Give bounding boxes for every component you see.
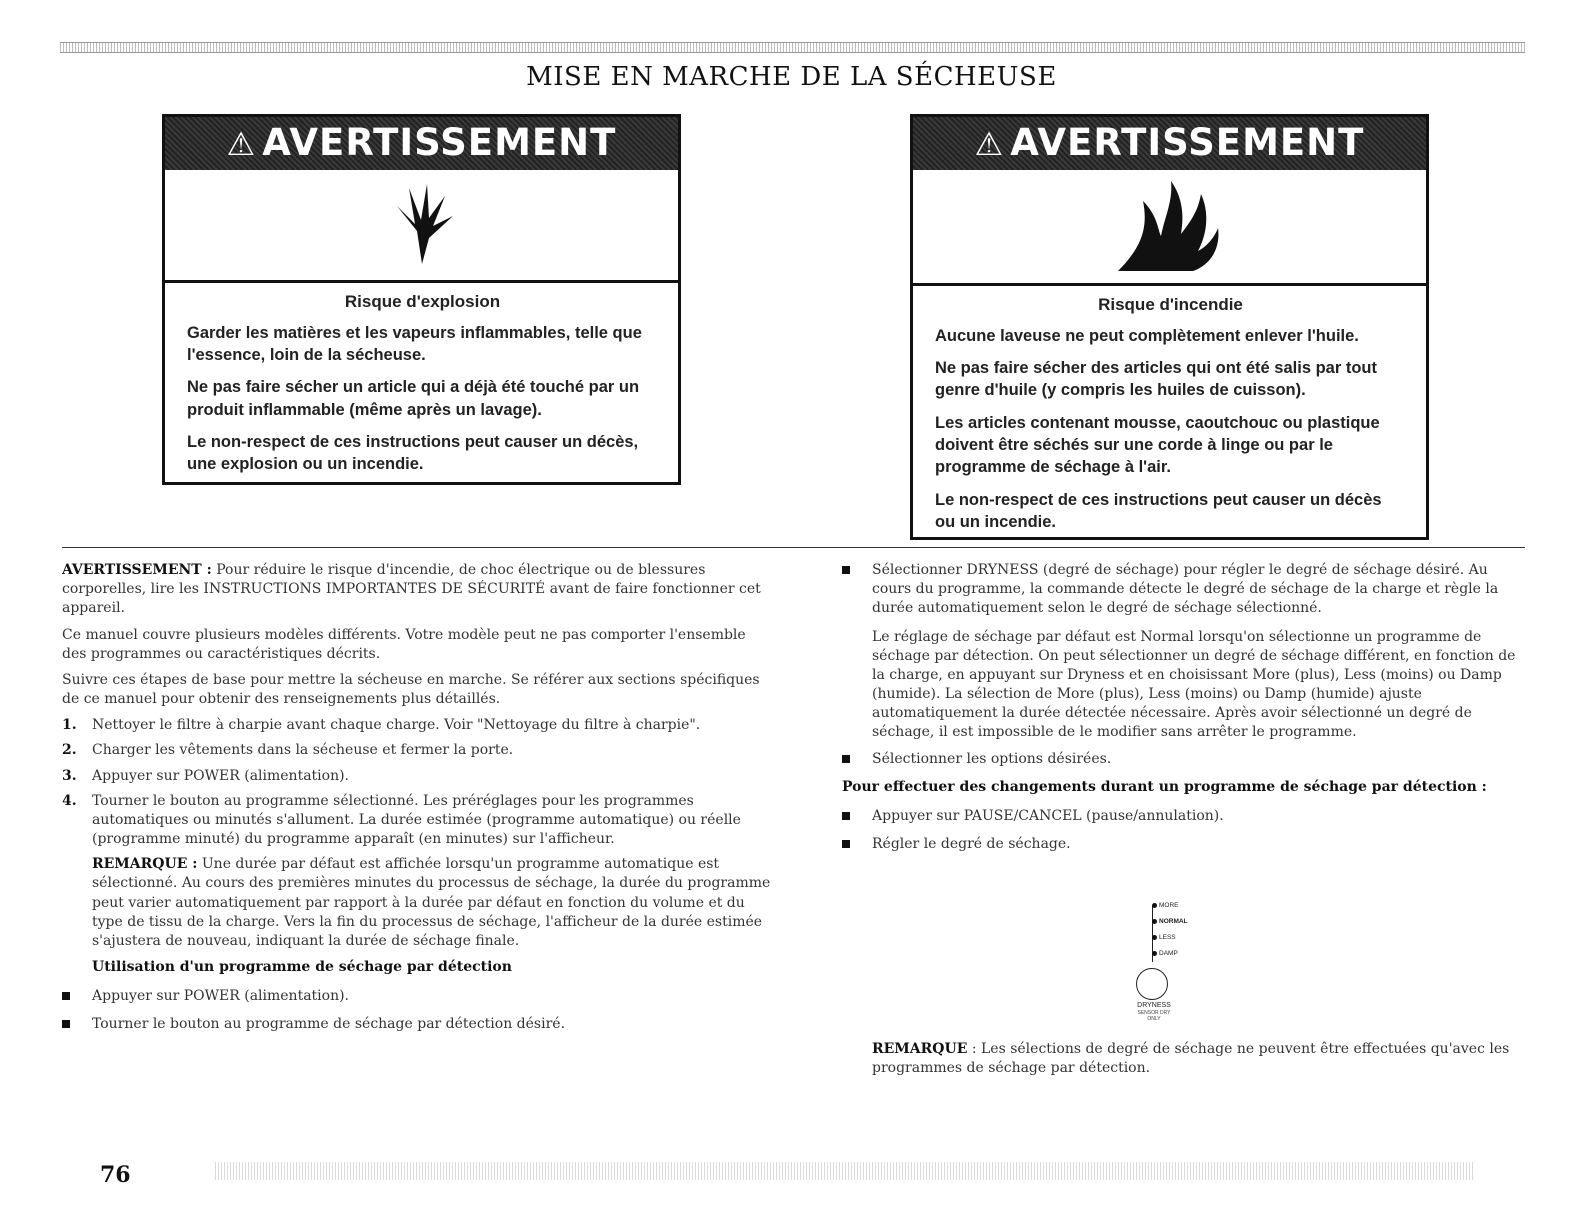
step-item: 4. Tourner le bouton au programme sélectionné. Les préréglages pour les programmes automatiques ou minutés s'allument. La durée estimée (programme automatique) ou réelle (programme minuté) du programme apparaît (en minutes) sur l'afficheur.: [62, 792, 741, 848]
warning-text: Le non-respect de ces instructions peut causer un décès, une explosion ou un incendie.: [187, 433, 639, 474]
bullet-item: Appuyer sur PAUSE/CANCEL (pause/annulation).: [842, 807, 1522, 826]
dial-option: DAMP: [1152, 950, 1178, 957]
dial-option: NORMAL: [1152, 918, 1188, 925]
bullet-square-icon: [842, 812, 850, 820]
dial-label: DRYNESS: [1137, 1002, 1171, 1009]
dial-sublabel: SENSOR DRY ONLY: [1137, 1010, 1171, 1022]
dryness-dial-illustration: [1120, 898, 1230, 1022]
step-item: 1. Nettoyer le filtre à charpie avant chaque charge. Voir "Nettoyage du filtre à charpie".: [62, 717, 701, 734]
bullet-square-icon: [62, 992, 70, 1000]
bullet-square-icon: [842, 840, 850, 848]
note-paragraph: REMARQUE : Les sélections de degré de séchage ne peuvent être effectuées qu'avec les programmes de séchage par détection.: [872, 1041, 1510, 1077]
bullet-square-icon: [842, 755, 850, 763]
page-title: MISE EN MARCHE DE LA SÉCHEUSE: [526, 62, 1057, 92]
right-note: [872, 1040, 1522, 1085]
warning-text: Les articles contenant mousse, caoutchouc ou plastique doivent être séchés sur une corde à linge ou par le programme de séchage à l'air.: [935, 413, 1380, 477]
bullet-item: Tourner le bouton au programme de séchage par détection désiré.: [62, 1015, 774, 1034]
warning-triangle-icon: ⚠: [974, 125, 1005, 163]
bullet-item: Sélectionner les options désirées.: [842, 750, 1522, 769]
step-item: 2. Charger les vêtements dans la sécheuse et fermer la porte.: [62, 742, 514, 759]
bottom-rule: [215, 1162, 1475, 1180]
bullet-item: Sélectionner DRYNESS (degré de séchage) pour régler le degré de séchage désiré. Au cours du programme, la commande détecte le degré de séchage de la charge et règle la durée automatiquement selon le degré de séchage sélectionné.: [842, 561, 1522, 619]
bullet-square-icon: [842, 566, 850, 574]
warning-text: Garder les matières et les vapeurs inflammables, telle que l'essence, loin de la sécheuse.: [187, 323, 642, 365]
right-column: [842, 561, 1522, 863]
bullet-item: Régler le degré de séchage.: [842, 835, 1522, 854]
paragraph: Le réglage de séchage par défaut est Normal lorsqu'on sélectionne un programme de séchage par détection. On peut sélectionner un degré de séchage différent, en fonction de la charge, en appuyant sur Dryness et en choisissant More (plus), Less (moins) ou Damp (humide). La sélection de More (plus), Less (moins) ou Damp (humide) ajuste automatiquement la durée détectée nécessaire. Après avoir sélectionné un degré de séchage, il est impossible de le modifier sans arrêter le programme.: [872, 628, 1516, 741]
dial-option: LESS: [1152, 934, 1176, 941]
warning-header: ⚠ AVERTISSEMENT: [165, 117, 678, 170]
warning-text: Le non-respect de ces instructions peut causer un décès ou un incendie.: [935, 490, 1382, 531]
warning-box-fire: [910, 114, 1429, 540]
bullet-square-icon: [62, 1020, 70, 1028]
section-divider: [62, 547, 1525, 548]
paragraph: Ce manuel couvre plusieurs modèles différents. Votre modèle peut ne pas comporter l'ensemble des programmes ou caractéristiques décrits.: [62, 626, 746, 662]
warning-text: Ne pas faire sécher un article qui a déjà été touché par un produit inflammable (même après un lavage).: [187, 378, 640, 419]
paragraph: Suivre ces étapes de base pour mettre la sécheuse en marche. Se référer aux sections spécifiques de ce manuel pour obtenir des renseignements plus détaillés.: [62, 671, 760, 708]
risk-title: Risque d'explosion: [344, 292, 501, 311]
sub-heading: Utilisation d'un programme de séchage par détection: [92, 959, 512, 976]
warning-text: Ne pas faire sécher des articles qui ont été salis par tout genre d'huile (y compris les huiles de cuisson).: [935, 359, 1377, 400]
top-rule: [60, 42, 1525, 53]
warning-text: Aucune laveuse ne peut complètement enlever l'huile.: [935, 326, 1359, 345]
step-item: 3. Appuyer sur POWER (alimentation).: [62, 767, 350, 784]
page-number: 76: [100, 1162, 131, 1188]
left-column: [62, 561, 774, 1044]
sub-heading: Pour effectuer des changements durant un programme de séchage par détection :: [842, 778, 1487, 795]
dryness-knob-icon: [1136, 968, 1168, 1000]
warning-header: ⚠ AVERTISSEMENT: [913, 117, 1426, 170]
bullet-item: Appuyer sur POWER (alimentation).: [62, 987, 774, 1006]
note-paragraph: REMARQUE : Une durée par défaut est affichée lorsqu'un programme automatique est sélectionné. Au cours des premières minutes du processus de séchage, la durée du programme peut varier automatiquement par rapport à la durée par défaut en fonction du volume et du type de tissu de la charge. Vers la fin du processus de séchage, l'afficheur de la durée estimée s'ajustera de nouveau, indiquant la durée de séchage finale.: [92, 856, 771, 949]
fire-icon: [1113, 176, 1223, 276]
warning-box-explosion: [162, 114, 681, 485]
risk-title: Risque d'incendie: [1098, 295, 1243, 314]
dial-option: MORE: [1152, 902, 1179, 909]
safety-paragraph: AVERTISSEMENT : Pour réduire le risque d'incendie, de choc électrique ou de blessures corporelles, lire les INSTRUCTIONS IMPORTANTES DE SÉCURITÉ avant de faire fonctionner cet appareil.: [62, 562, 761, 617]
warning-triangle-icon: ⚠: [226, 125, 257, 163]
explosion-icon: [387, 176, 457, 266]
